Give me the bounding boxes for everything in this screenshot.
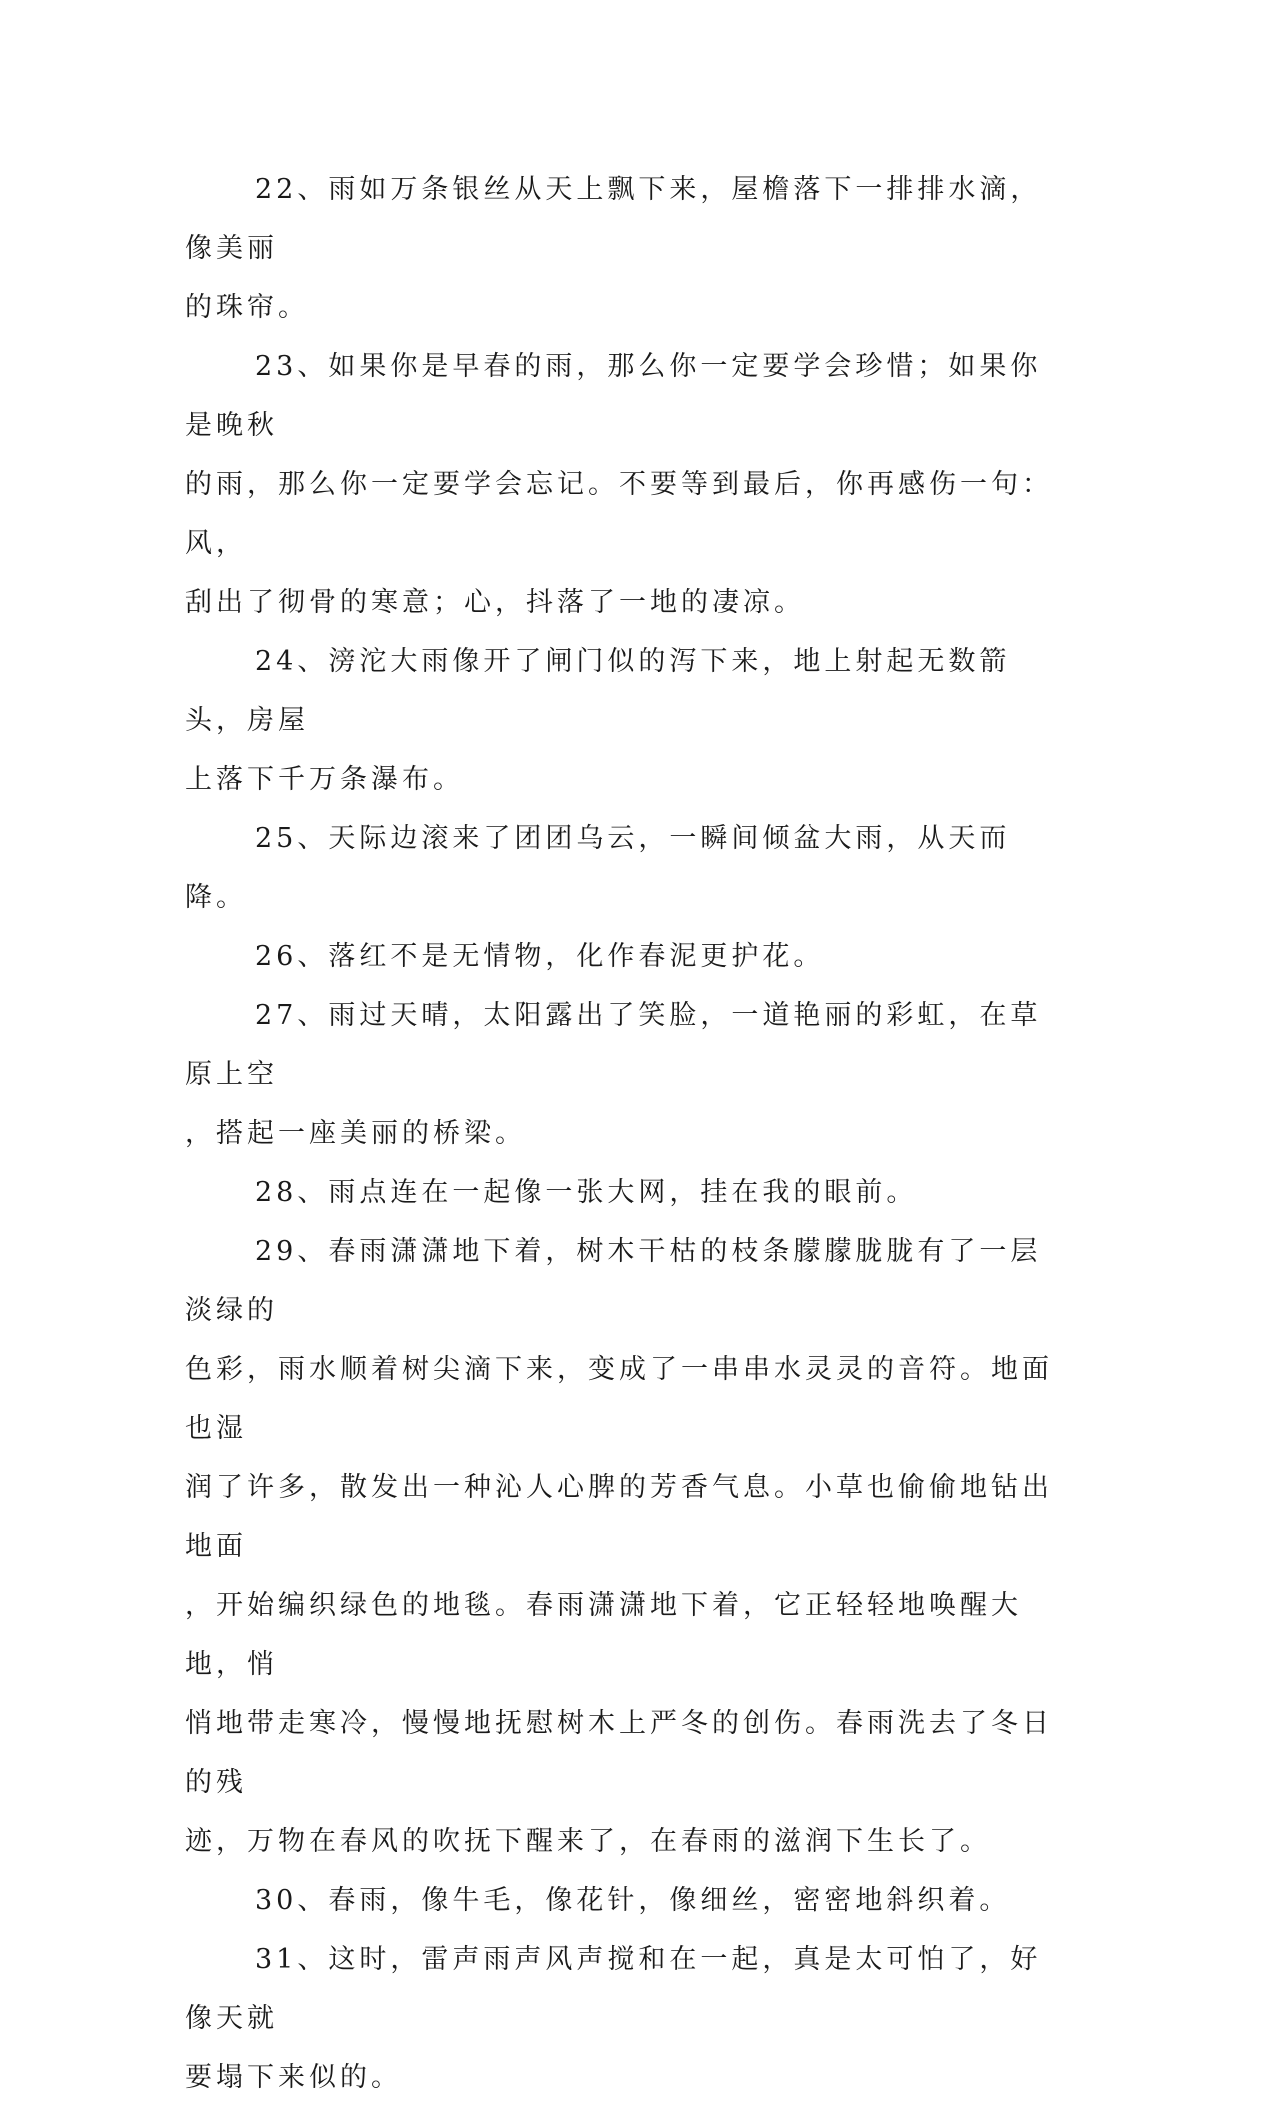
paragraph-24: 24、滂沱大雨像开了闸门似的泻下来，地上射起无数箭头，房屋 上落下千万条瀑布。 (185, 646, 1011, 795)
paragraph-23: 23、如果你是早春的雨，那么你一定要学会珍惜；如果你是晚秋 的雨，那么你一定要学会忘记。不要等到最后，你再感伤一句：风， 刮出了彻骨的寒意；心，抖落了一地的凄凉。 (185, 351, 1053, 618)
document-body (185, 160, 1055, 2107)
paragraph-29: 29、春雨潇潇地下着，树木干枯的枝条朦朦胧胧有了一层淡绿的 色彩，雨水顺着树尖滴下来，变成了一串串水灵灵的音符。地面也湿 润了许多，散发出一种沁人心脾的芳香气息。小草也偷偷地钻出地面 ，开始编织绿色的地毯。春雨潇潇地下着，它正轻轻地唤醒大地，悄 悄地带走寒冷，慢慢地抚慰树木上严冬的创伤。春雨洗去了冬日的残 迹，万物在春风的吹抚下醒来了，在春雨的滋润下生长了。 (185, 1236, 1053, 1857)
paragraph-22: 22、雨如万条银丝从天上飘下来，屋檐落下一排排水滴，像美丽 的珠帘。 (185, 174, 1042, 323)
paragraph-26: 26、落红不是无情物，化作春泥更护花。 (255, 941, 825, 972)
paragraph-28: 28、雨点连在一起像一张大网，挂在我的眼前。 (255, 1177, 918, 1208)
paragraph-25: 25、天际边滚来了团团乌云，一瞬间倾盆大雨，从天而降。 (185, 823, 1011, 913)
paragraph-31: 31、这时，雷声雨声风声搅和在一起，真是太可怕了，好像天就 要塌下来似的。 (185, 1944, 1042, 2093)
paragraph-30: 30、春雨，像牛毛，像花针，像细丝，密密地斜织着。 (255, 1885, 1011, 1916)
paragraph-27: 27、雨过天晴，太阳露出了笑脸，一道艳丽的彩虹，在草原上空 ，搭起一座美丽的桥梁。 (185, 1000, 1042, 1149)
